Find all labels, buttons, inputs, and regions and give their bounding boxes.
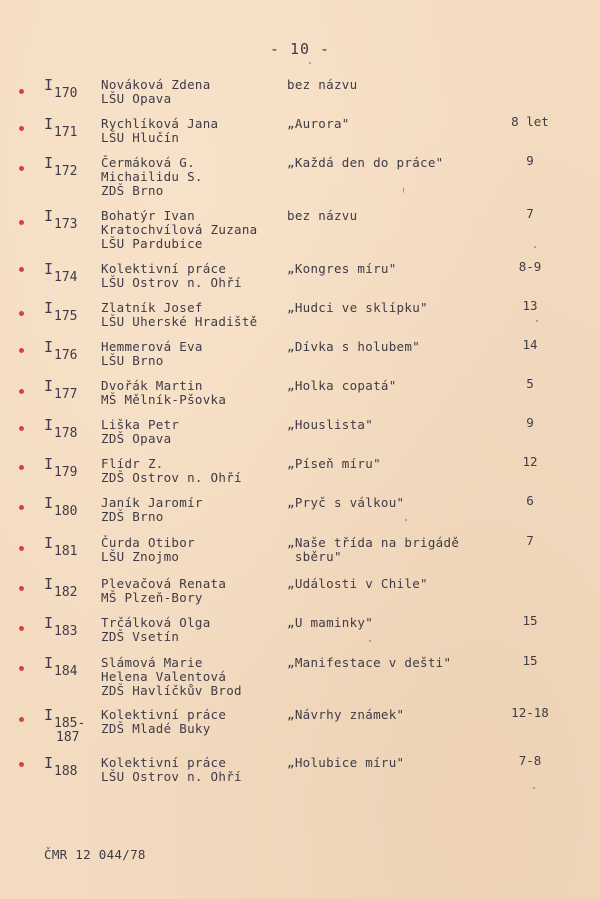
catalog-subscript: 173 (54, 217, 78, 232)
catalog-number (44, 575, 78, 600)
entry-authors: Hemmerová Eva LŠU Brno (101, 339, 203, 368)
catalog-number (44, 654, 78, 679)
entry-title: „Události v Chile" (287, 576, 428, 591)
catalog-number (44, 754, 78, 779)
document-footer: ČMR 12 044/78 (44, 847, 146, 862)
red-dot-marker (19, 505, 24, 510)
catalog-number (44, 207, 78, 232)
catalog-subscript: 188 (54, 764, 78, 779)
red-dot-marker (19, 220, 24, 225)
catalog-number (44, 154, 78, 179)
entry-age: 7-8 (518, 753, 542, 768)
entry-age: 8 let (511, 114, 549, 129)
entry-title: „Návrhy známek" (287, 707, 405, 722)
entry-title: „Naše třída na brigádě sběru" (287, 535, 460, 564)
red-dot-marker (19, 762, 24, 767)
entry-title: „Aurora" (287, 116, 350, 131)
entry-age: 12-18 (511, 705, 549, 720)
red-dot-marker (19, 546, 24, 551)
entry-title: „Manifestace v dešti" (287, 655, 452, 670)
red-dot-marker (19, 348, 24, 353)
entry-age: 14 (522, 337, 538, 352)
catalog-prefix: I (44, 260, 54, 278)
entry-authors: Bohatýr Ivan Kratochvílová Zuzana LŠU Pardubice (101, 208, 258, 251)
entry-authors: Plevačová Renata MŠ Plzeň-Bory (101, 576, 227, 605)
entry-age: 13 (522, 298, 538, 313)
entry-authors: Janík Jaromír ZDŠ Brno (101, 495, 203, 524)
paper-speck (533, 787, 535, 789)
entry-age: 15 (522, 613, 538, 628)
entry-authors: Kolektivní práce LŠU Ostrov n. Ohří (101, 261, 242, 290)
red-dot-marker (19, 89, 24, 94)
catalog-prefix: I (44, 299, 54, 317)
entry-title: „Dívka s holubem" (287, 339, 421, 354)
red-dot-marker (19, 465, 24, 470)
catalog-number (44, 534, 78, 559)
catalog-number (44, 416, 78, 441)
catalog-number (44, 614, 78, 639)
entry-authors: Liška Petr ZDŠ Opava (101, 417, 180, 446)
entry-authors: Kolektivní práce ZDŠ Mladé Buky (101, 707, 227, 736)
red-dot-marker (19, 267, 24, 272)
entry-age: 12 (522, 454, 538, 469)
catalog-subscript: 178 (54, 426, 78, 441)
entry-age: 15 (522, 653, 538, 668)
catalog-prefix: I (44, 416, 54, 434)
catalog-prefix: I (44, 115, 54, 133)
entry-age: 9 (526, 415, 534, 430)
catalog-prefix: I (44, 377, 54, 395)
catalog-number (44, 115, 78, 140)
catalog-number (44, 260, 78, 285)
red-dot-marker (19, 426, 24, 431)
catalog-number (44, 377, 78, 402)
catalog-number (44, 708, 85, 744)
red-dot-marker (19, 389, 24, 394)
catalog-subscript: 183 (54, 624, 78, 639)
catalog-prefix: I (44, 534, 54, 552)
catalog-prefix: I (44, 654, 54, 672)
catalog-subscript: 170 (54, 86, 78, 101)
entry-authors: Zlatník Josef LŠU Uherské Hradiště (101, 300, 258, 329)
red-dot-marker (19, 166, 24, 171)
entry-title: „Holka copatá" (287, 378, 397, 393)
catalog-prefix: I (44, 338, 54, 356)
entry-title: „Píseň míru" (287, 456, 381, 471)
catalog-number (44, 494, 78, 519)
entry-age: 5 (526, 376, 534, 391)
catalog-subscript: 175 (54, 309, 78, 324)
catalog-subscript-line2: 187 (56, 730, 80, 745)
catalog-subscript: 182 (54, 585, 78, 600)
entry-authors: Čermáková G. Michailidu S. ZDŠ Brno (101, 155, 203, 198)
catalog-subscript: 171 (54, 125, 78, 140)
catalog-prefix: I (44, 706, 54, 724)
red-dot-marker (19, 311, 24, 316)
entry-title: bez názvu (287, 77, 358, 92)
entry-authors: Slámová Marie Helena Valentová ZDŠ Havlíčkův Brod (101, 655, 242, 698)
entry-title: „Každá den do práce" (287, 155, 444, 170)
catalog-subscript: 172 (54, 164, 78, 179)
entry-title: „Pryč s válkou" (287, 495, 405, 510)
catalog-number (44, 299, 78, 324)
entry-authors: Rychlíková Jana LŠU Hlučín (101, 116, 219, 145)
entry-authors: Kolektivní práce LŠU Ostrov n. Ohří (101, 755, 242, 784)
paper-speck (403, 187, 404, 193)
entry-title: „Kongres míru" (287, 261, 397, 276)
catalog-subscript: 176 (54, 348, 78, 363)
entry-title: „Hudci ve sklípku" (287, 300, 428, 315)
catalog-prefix: I (44, 575, 54, 593)
catalog-number (44, 455, 78, 480)
catalog-number (44, 76, 78, 101)
catalog-prefix: I (44, 455, 54, 473)
catalog-subscript: 177 (54, 387, 78, 402)
catalog-number (44, 338, 78, 363)
catalog-prefix: I (44, 207, 54, 225)
entry-title: „Houslista" (287, 417, 374, 432)
catalog-subscript: 174 (54, 270, 78, 285)
entry-age: 8-9 (518, 259, 542, 274)
red-dot-marker (19, 666, 24, 671)
paper-speck (405, 519, 407, 521)
catalog-subscript: 179 (54, 465, 78, 480)
page-number: - 10 - (269, 40, 331, 58)
catalog-prefix: I (44, 614, 54, 632)
catalog-prefix: I (44, 754, 54, 772)
entry-title: bez názvu (287, 208, 358, 223)
catalog-subscript: 181 (54, 544, 78, 559)
entry-authors: Flídr Z. ZDŠ Ostrov n. Ohří (101, 456, 242, 485)
paper-speck (369, 640, 371, 642)
entry-age: 7 (526, 533, 534, 548)
entry-age: 9 (526, 153, 534, 168)
red-dot-marker (19, 626, 24, 631)
catalog-prefix: I (44, 154, 54, 172)
catalog-subscript: 185- (54, 716, 86, 731)
catalog-prefix: I (44, 76, 54, 94)
entry-authors: Dvořák Martin MŠ Mělník-Pšovka (101, 378, 227, 407)
paper-speck (534, 246, 536, 248)
paper-speck (536, 320, 538, 322)
red-dot-marker (19, 126, 24, 131)
red-dot-marker (19, 586, 24, 591)
red-dot-marker (19, 717, 24, 722)
entry-title: „Holubice míru" (287, 755, 405, 770)
entry-authors: Trčálková Olga ZDŠ Vsetín (101, 615, 211, 644)
catalog-prefix: I (44, 494, 54, 512)
entry-title: „U maminky" (287, 615, 374, 630)
entry-age: 7 (526, 206, 534, 221)
paper-speck (309, 62, 311, 64)
catalog-subscript: 180 (54, 504, 78, 519)
entry-age: 6 (526, 493, 534, 508)
entry-authors: Čurda Otibor LŠU Znojmo (101, 535, 195, 564)
catalog-subscript: 184 (54, 664, 78, 679)
entry-authors: Nováková Zdena LŠU Opava (101, 77, 211, 106)
